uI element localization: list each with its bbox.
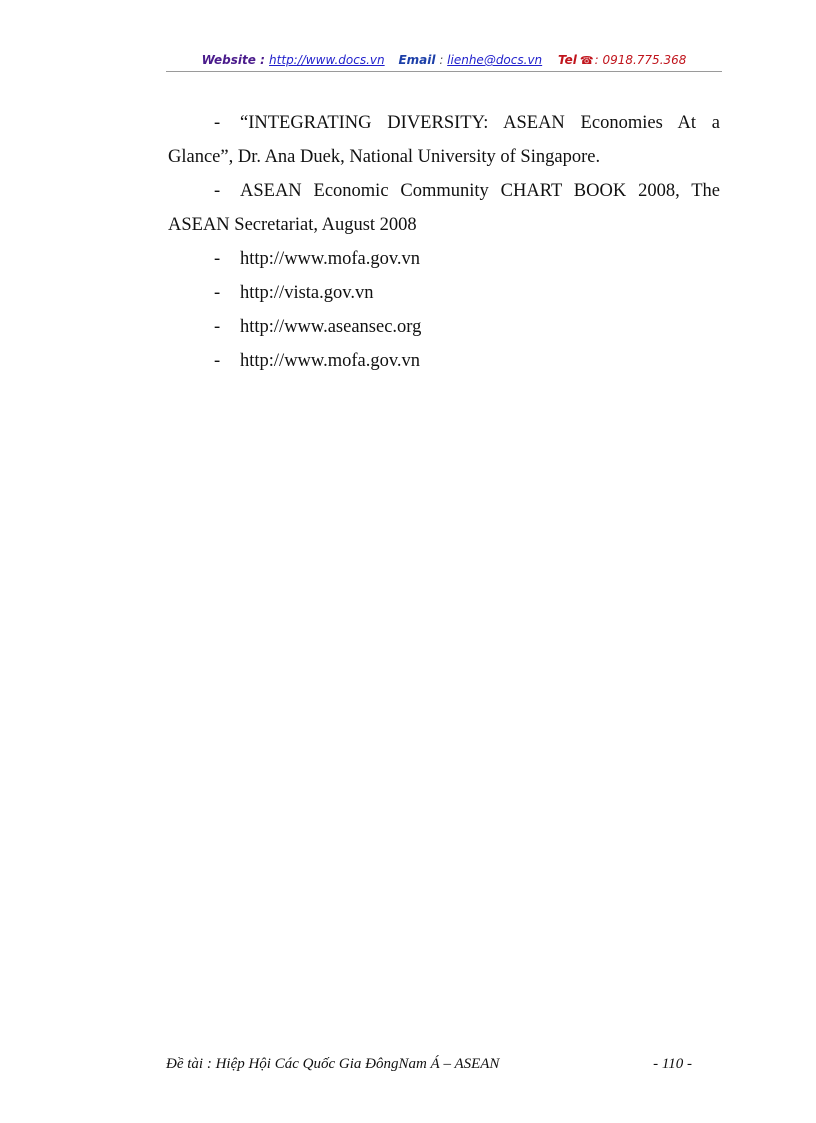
reference-text-1: “INTEGRATING DIVERSITY: ASEAN Economies At a Glance”, Dr. Ana Duek, National University of Singapore.	[168, 113, 720, 167]
link-item-3	[168, 310, 720, 344]
email-link[interactable]: lienhe@docs.vn	[447, 53, 543, 67]
references-section	[168, 106, 720, 378]
page-number: - 110 -	[653, 1056, 692, 1072]
website-label: Website :	[201, 53, 270, 67]
email-label: Email	[398, 53, 436, 67]
link-item-4	[168, 344, 720, 378]
list-dash: -	[214, 283, 221, 303]
page-header	[166, 51, 722, 72]
reference-entry-2	[168, 174, 720, 242]
link-item-1	[168, 242, 720, 276]
email-separator: :	[435, 53, 448, 67]
footer-topic: Đề tài : Hiệp Hội Các Quốc Gia ĐôngNam Á – ASEAN	[166, 1056, 500, 1072]
website-link[interactable]: http://www.docs.vn	[269, 53, 385, 67]
list-dash: -	[214, 317, 221, 337]
list-dash: -	[214, 249, 221, 269]
phone-icon: ☎	[579, 54, 594, 67]
reference-entry-1	[168, 106, 720, 174]
link-text-2[interactable]: http://vista.gov.vn	[240, 283, 374, 303]
reference-text-2: ASEAN Economic Community CHART BOOK 2008, The ASEAN Secretariat, August 2008	[168, 181, 720, 235]
link-text-1[interactable]: http://www.mofa.gov.vn	[240, 249, 421, 269]
tel-number: 0918.775.368	[602, 53, 687, 67]
tel-separator: :	[594, 53, 603, 67]
tel-label: Tel	[557, 53, 577, 67]
link-item-2	[168, 276, 720, 310]
link-text-3[interactable]: http://www.aseansec.org	[240, 317, 422, 337]
list-dash: -	[214, 351, 221, 371]
link-text-4[interactable]: http://www.mofa.gov.vn	[240, 351, 421, 371]
list-dash: -	[214, 113, 221, 133]
list-dash: -	[214, 181, 221, 201]
